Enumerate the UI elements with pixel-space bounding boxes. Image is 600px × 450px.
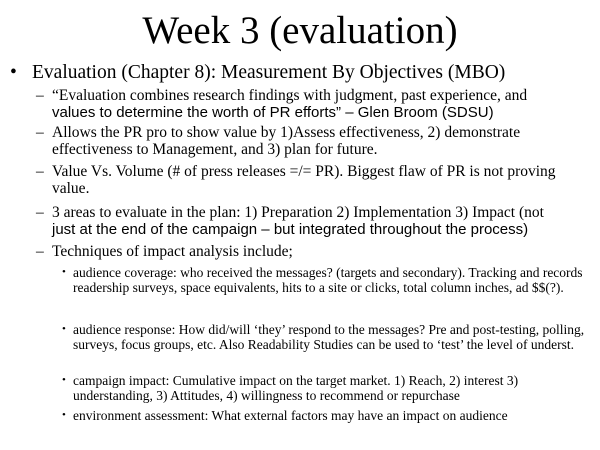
small-bullet-icon: • xyxy=(62,266,66,278)
technique-text: audience response: How did/will ‘they’ respond to the messages? Pre and post-testing, polling, surveys, focus groups, etc. Also Readability Studies can be used to ‘test’ the level of underst. xyxy=(73,322,585,352)
technique-audience-coverage xyxy=(62,265,590,295)
sub-item-three-areas xyxy=(36,204,588,238)
bullet-icon: • xyxy=(10,62,17,83)
sub-item-techniques-text: Techniques of impact analysis include; xyxy=(52,243,293,260)
dash-icon: – xyxy=(36,204,44,221)
sub-item-quote xyxy=(36,87,588,121)
technique-text: campaign impact: Cumulative impact on the target market. 1) Reach, 2) interest 3) understanding, 3) Attitudes, 4) willingness to recommend or repurchase xyxy=(73,373,519,403)
slide-title: Week 3 (evaluation) xyxy=(142,9,458,52)
dash-icon: – xyxy=(36,243,44,260)
technique-text: audience coverage: who received the messages? (targets and secondary). Tracking and records readership surveys, space equivalents, hits to a site or clicks, total column inches, ad $$(?). xyxy=(73,265,583,295)
small-bullet-icon: • xyxy=(62,374,66,386)
sub-item-value-volume xyxy=(36,163,588,197)
sub-item-show-value-text: Allows the PR pro to show value by 1)Assess effectiveness, 2) demonstrate effectiveness to Management, and 3) plan for future. xyxy=(52,124,521,158)
dash-icon: – xyxy=(36,87,44,104)
main-bullet xyxy=(10,62,590,84)
sub-item-value-volume-text: Value Vs. Volume (# of press releases =/= PR). Biggest flaw of PR is not proving value. xyxy=(52,163,556,197)
small-bullet-icon: • xyxy=(62,409,66,421)
sub-item-quote-sans: values to determine the worth of PR efforts” – Glen Broom (SDSU) xyxy=(52,104,494,121)
technique-environment-assessment xyxy=(62,408,590,423)
sub-item-three-areas-serif: 3 areas to evaluate in the plan: 1) Preparation 2) Implementation 3) Impact (not xyxy=(52,204,544,221)
sub-item-show-value xyxy=(36,124,588,158)
technique-campaign-impact xyxy=(62,373,590,403)
sub-item-three-areas-sans: just at the end of the campaign – but integrated throughout the process) xyxy=(52,221,529,238)
technique-audience-response xyxy=(62,322,590,352)
sub-item-techniques xyxy=(36,243,588,260)
dash-icon: – xyxy=(36,124,44,141)
sub-item-quote-serif: “Evaluation combines research findings with judgment, past experience, and xyxy=(52,87,528,104)
main-bullet-text: Evaluation (Chapter 8): Measurement By Objectives (MBO) xyxy=(32,62,506,83)
dash-icon: – xyxy=(36,163,44,180)
small-bullet-icon: • xyxy=(62,323,66,335)
technique-text: environment assessment: What external factors may have an impact on audience xyxy=(73,408,508,423)
